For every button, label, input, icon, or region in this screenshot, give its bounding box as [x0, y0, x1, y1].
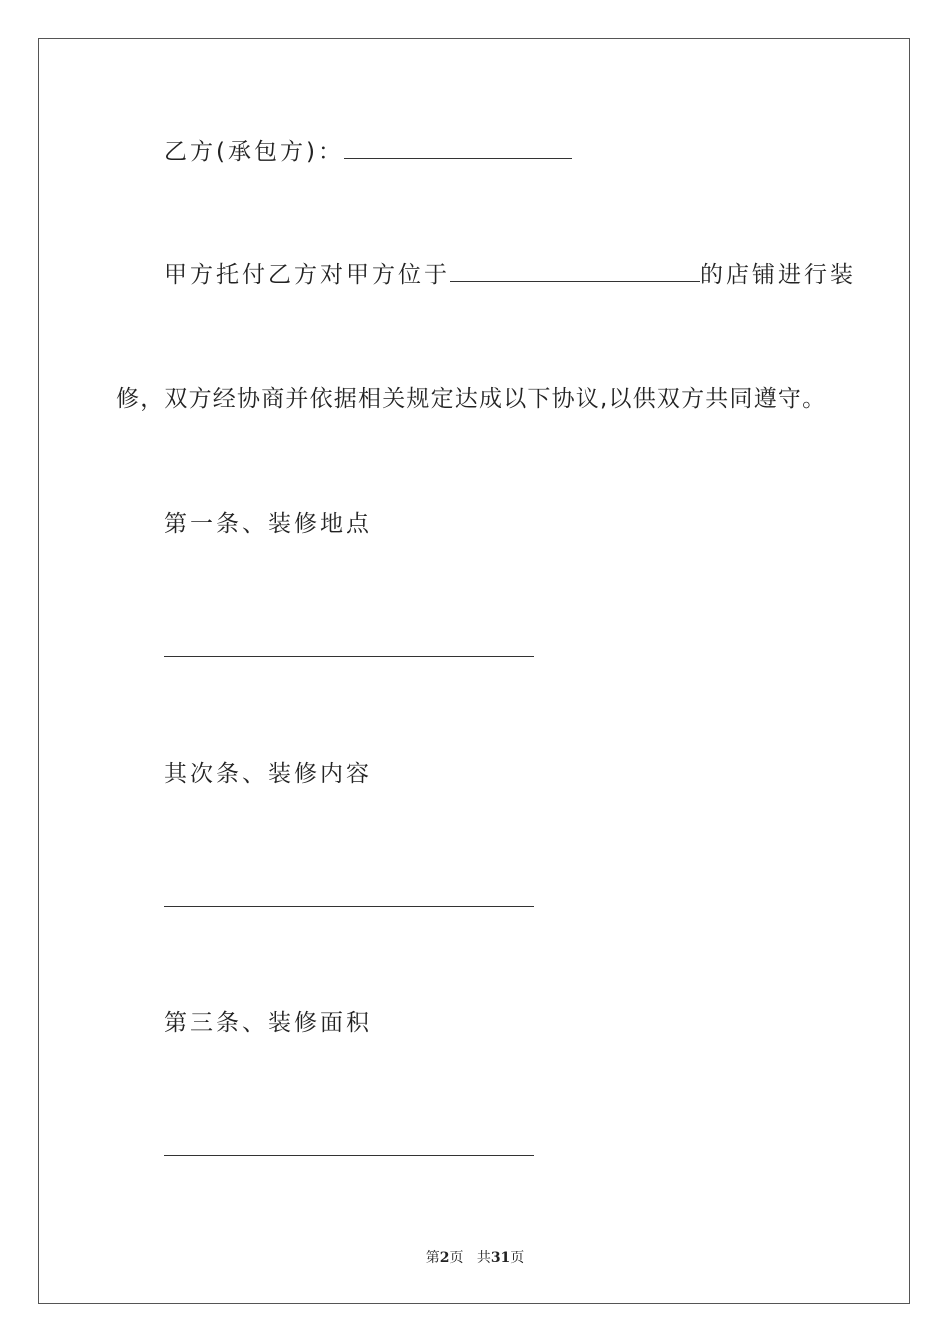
intro-line-2: 修，双方经协商并依据相关规定达成以下协议,以供双方共同遵守。	[116, 386, 827, 412]
footer-page-suffix: 页	[449, 1250, 464, 1266]
footer-total-pages: 31	[490, 1250, 511, 1266]
footer-total-suffix: 页	[510, 1250, 525, 1266]
party-b-line	[164, 136, 572, 167]
shop-location-blank[interactable]	[450, 259, 700, 282]
article-2-blank-line[interactable]	[164, 906, 534, 907]
party-b-blank[interactable]	[344, 136, 572, 159]
footer-page-number: 2	[439, 1250, 450, 1266]
article-3-heading: 第三条、装修面积	[164, 1010, 372, 1036]
footer-page-prefix: 第	[425, 1250, 440, 1266]
article-1-heading: 第一条、装修地点	[164, 511, 372, 537]
page-border	[38, 38, 910, 1304]
page-footer	[0, 1247, 950, 1267]
article-1-blank-line[interactable]	[164, 656, 534, 657]
intro-line1-suffix: 的店铺进行装	[700, 262, 856, 288]
intro-line1-prefix: 甲方托付乙方对甲方位于	[164, 262, 450, 288]
article-3-blank-line[interactable]	[164, 1155, 534, 1156]
party-b-label: 乙方(承包方)：	[164, 139, 344, 165]
footer-total-prefix: 共	[476, 1250, 491, 1266]
article-2-heading: 其次条、装修内容	[164, 761, 372, 787]
intro-line-1	[164, 259, 856, 290]
